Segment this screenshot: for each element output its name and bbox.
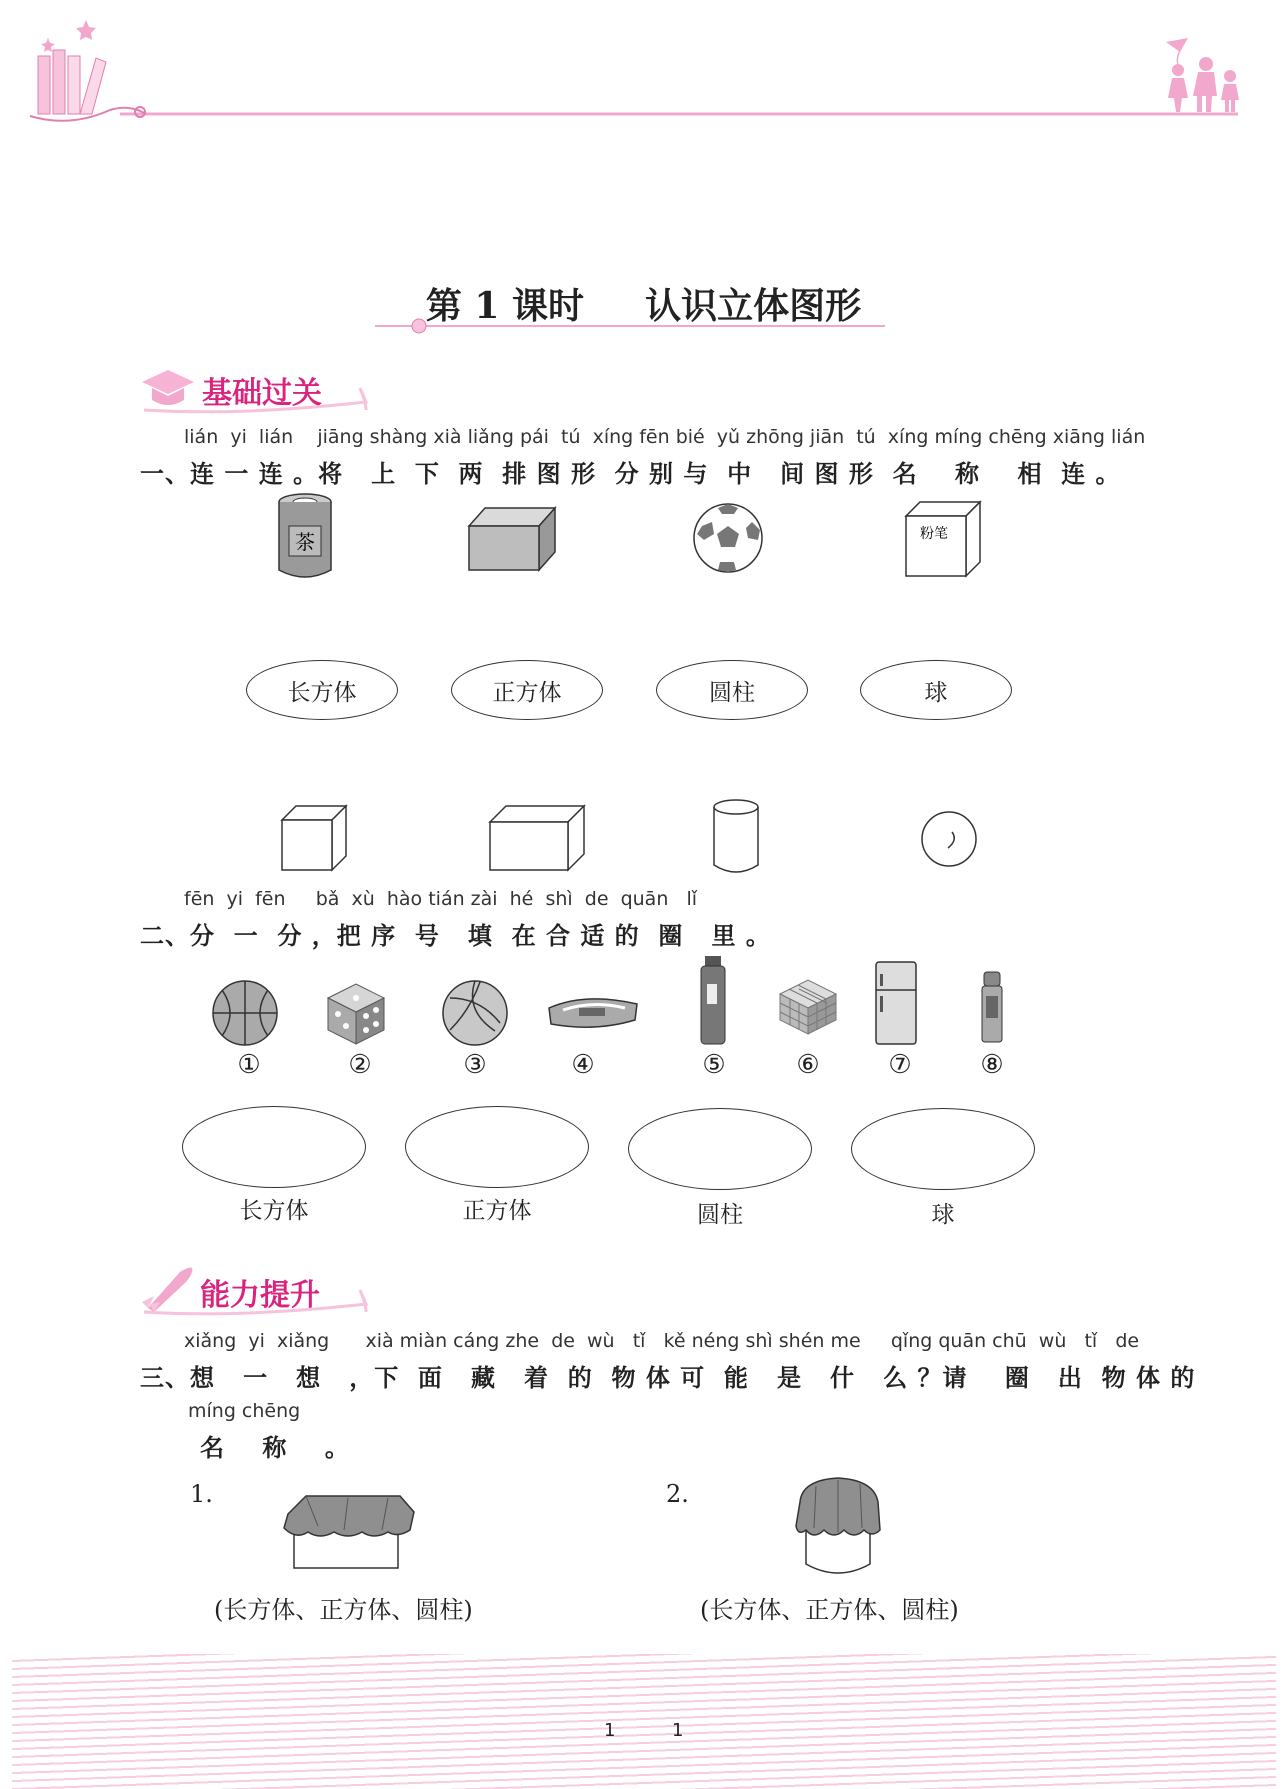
q2-circle-sphere[interactable] <box>851 1108 1035 1190</box>
q2-number-5: ⑤ <box>702 1050 726 1080</box>
q1-oval-cuboid-label: 长方体 <box>287 680 357 706</box>
lesson-number: 第 1 课时 <box>425 285 584 327</box>
refrigerator-icon <box>872 960 920 1046</box>
basketball-icon <box>210 978 280 1048</box>
q1-oval-cube-label: 正方体 <box>492 680 562 706</box>
q3-text-line2: 名 称 。 <box>200 1434 350 1462</box>
soccer-ball-icon <box>690 500 766 576</box>
q2-circle-cube[interactable] <box>405 1106 589 1188</box>
page-number-left: 1 <box>604 1720 616 1741</box>
q2-circle-cylinder-label: 圆柱 <box>697 1202 743 1228</box>
q2-text: 二、分 一 分 ，把 序 号 填 在 合 适 的 圈 里 。 <box>140 922 771 950</box>
q2-pinyin: fēn yi fēn bǎ xù hào tián zài hé shì de quān lǐ <box>184 888 698 910</box>
header-logo-icon <box>0 0 1287 140</box>
tea-can-icon <box>272 492 338 584</box>
lesson-topic: 认识立体图形 <box>645 285 862 327</box>
q3-pinyin-line2: míng chēng <box>188 1400 301 1422</box>
section-basic-banner <box>140 372 370 416</box>
covered-cylinder-icon <box>792 1472 884 1582</box>
tea-can-label: 茶 <box>295 530 315 554</box>
box-cuboid-icon <box>465 504 559 574</box>
q1-text: 一、连 一 连 。将 上 下 两 排 图 形 分 别 与 中 间 图 形 名 称 相 连 。 <box>140 460 1121 488</box>
q2-number-2: ② <box>348 1050 372 1080</box>
q2-circle-cuboid[interactable] <box>182 1106 366 1188</box>
header-decoration <box>0 0 1287 140</box>
covered-box-icon <box>278 1486 418 1572</box>
q3-item1-number: 1. <box>190 1480 213 1508</box>
cube-shape-icon <box>280 804 348 872</box>
q2-circle-cylinder[interactable] <box>628 1108 812 1190</box>
q3-pinyin: xiǎng yi xiǎng xià miàn cáng zhe de wù tǐ kě néng shì shén me qǐng quān chū wù tǐ de <box>184 1330 1140 1352</box>
q2-number-1: ① <box>237 1050 261 1080</box>
rubiks-cube-icon <box>776 972 840 1036</box>
q1-oval-sphere-label: 球 <box>924 680 948 706</box>
q2-number-8: ⑧ <box>980 1050 1004 1080</box>
cuboid-shape-icon <box>488 804 586 872</box>
q2-number-6: ⑥ <box>796 1050 820 1080</box>
thermos-icon <box>695 954 731 1048</box>
section-advanced-banner <box>140 1274 370 1318</box>
cylinder-shape-icon <box>710 798 762 876</box>
q3-item2-choices[interactable]: (长方体、正方体、圆柱) <box>700 1596 959 1624</box>
q3-item2-number: 2. <box>666 1480 689 1508</box>
title-underline <box>375 316 885 336</box>
chalk-box-cube-icon <box>902 498 984 580</box>
section-basic-title: 基础过关 <box>202 376 322 411</box>
q1-pinyin: lián yi lián jiāng shàng xià liǎng pái tú xíng fēn bié yǔ zhōng jiān tú xíng míng chēng xiāng lián <box>184 426 1146 448</box>
q2-number-4: ④ <box>571 1050 595 1080</box>
section-advanced-title: 能力提升 <box>200 1278 320 1313</box>
footer-band <box>12 1654 1276 1789</box>
volleyball-icon <box>440 978 510 1048</box>
glue-stick-icon <box>978 970 1006 1044</box>
q3-text: 三、想 一 想 ，下 面 藏 着 的 物 体 可 能 是 什 么 ？请 圈 出 物 体 的 <box>140 1364 1196 1392</box>
dice-icon <box>320 978 390 1048</box>
page-number-right: 1 <box>672 1720 684 1741</box>
q2-number-7: ⑦ <box>888 1050 912 1080</box>
q1-oval-cylinder-label: 圆柱 <box>709 680 755 706</box>
chalk-box-label: 粉笔 <box>920 526 948 542</box>
q3-item1-choices[interactable]: (长方体、正方体、圆柱) <box>214 1596 473 1624</box>
q2-circle-sphere-label: 球 <box>931 1202 955 1228</box>
q2-circle-cube-label: 正方体 <box>462 1198 532 1224</box>
pencil-case-icon <box>545 990 641 1036</box>
q2-number-3: ③ <box>463 1050 487 1080</box>
q2-circle-cuboid-label: 长方体 <box>239 1198 309 1224</box>
sphere-shape-icon <box>920 810 978 868</box>
